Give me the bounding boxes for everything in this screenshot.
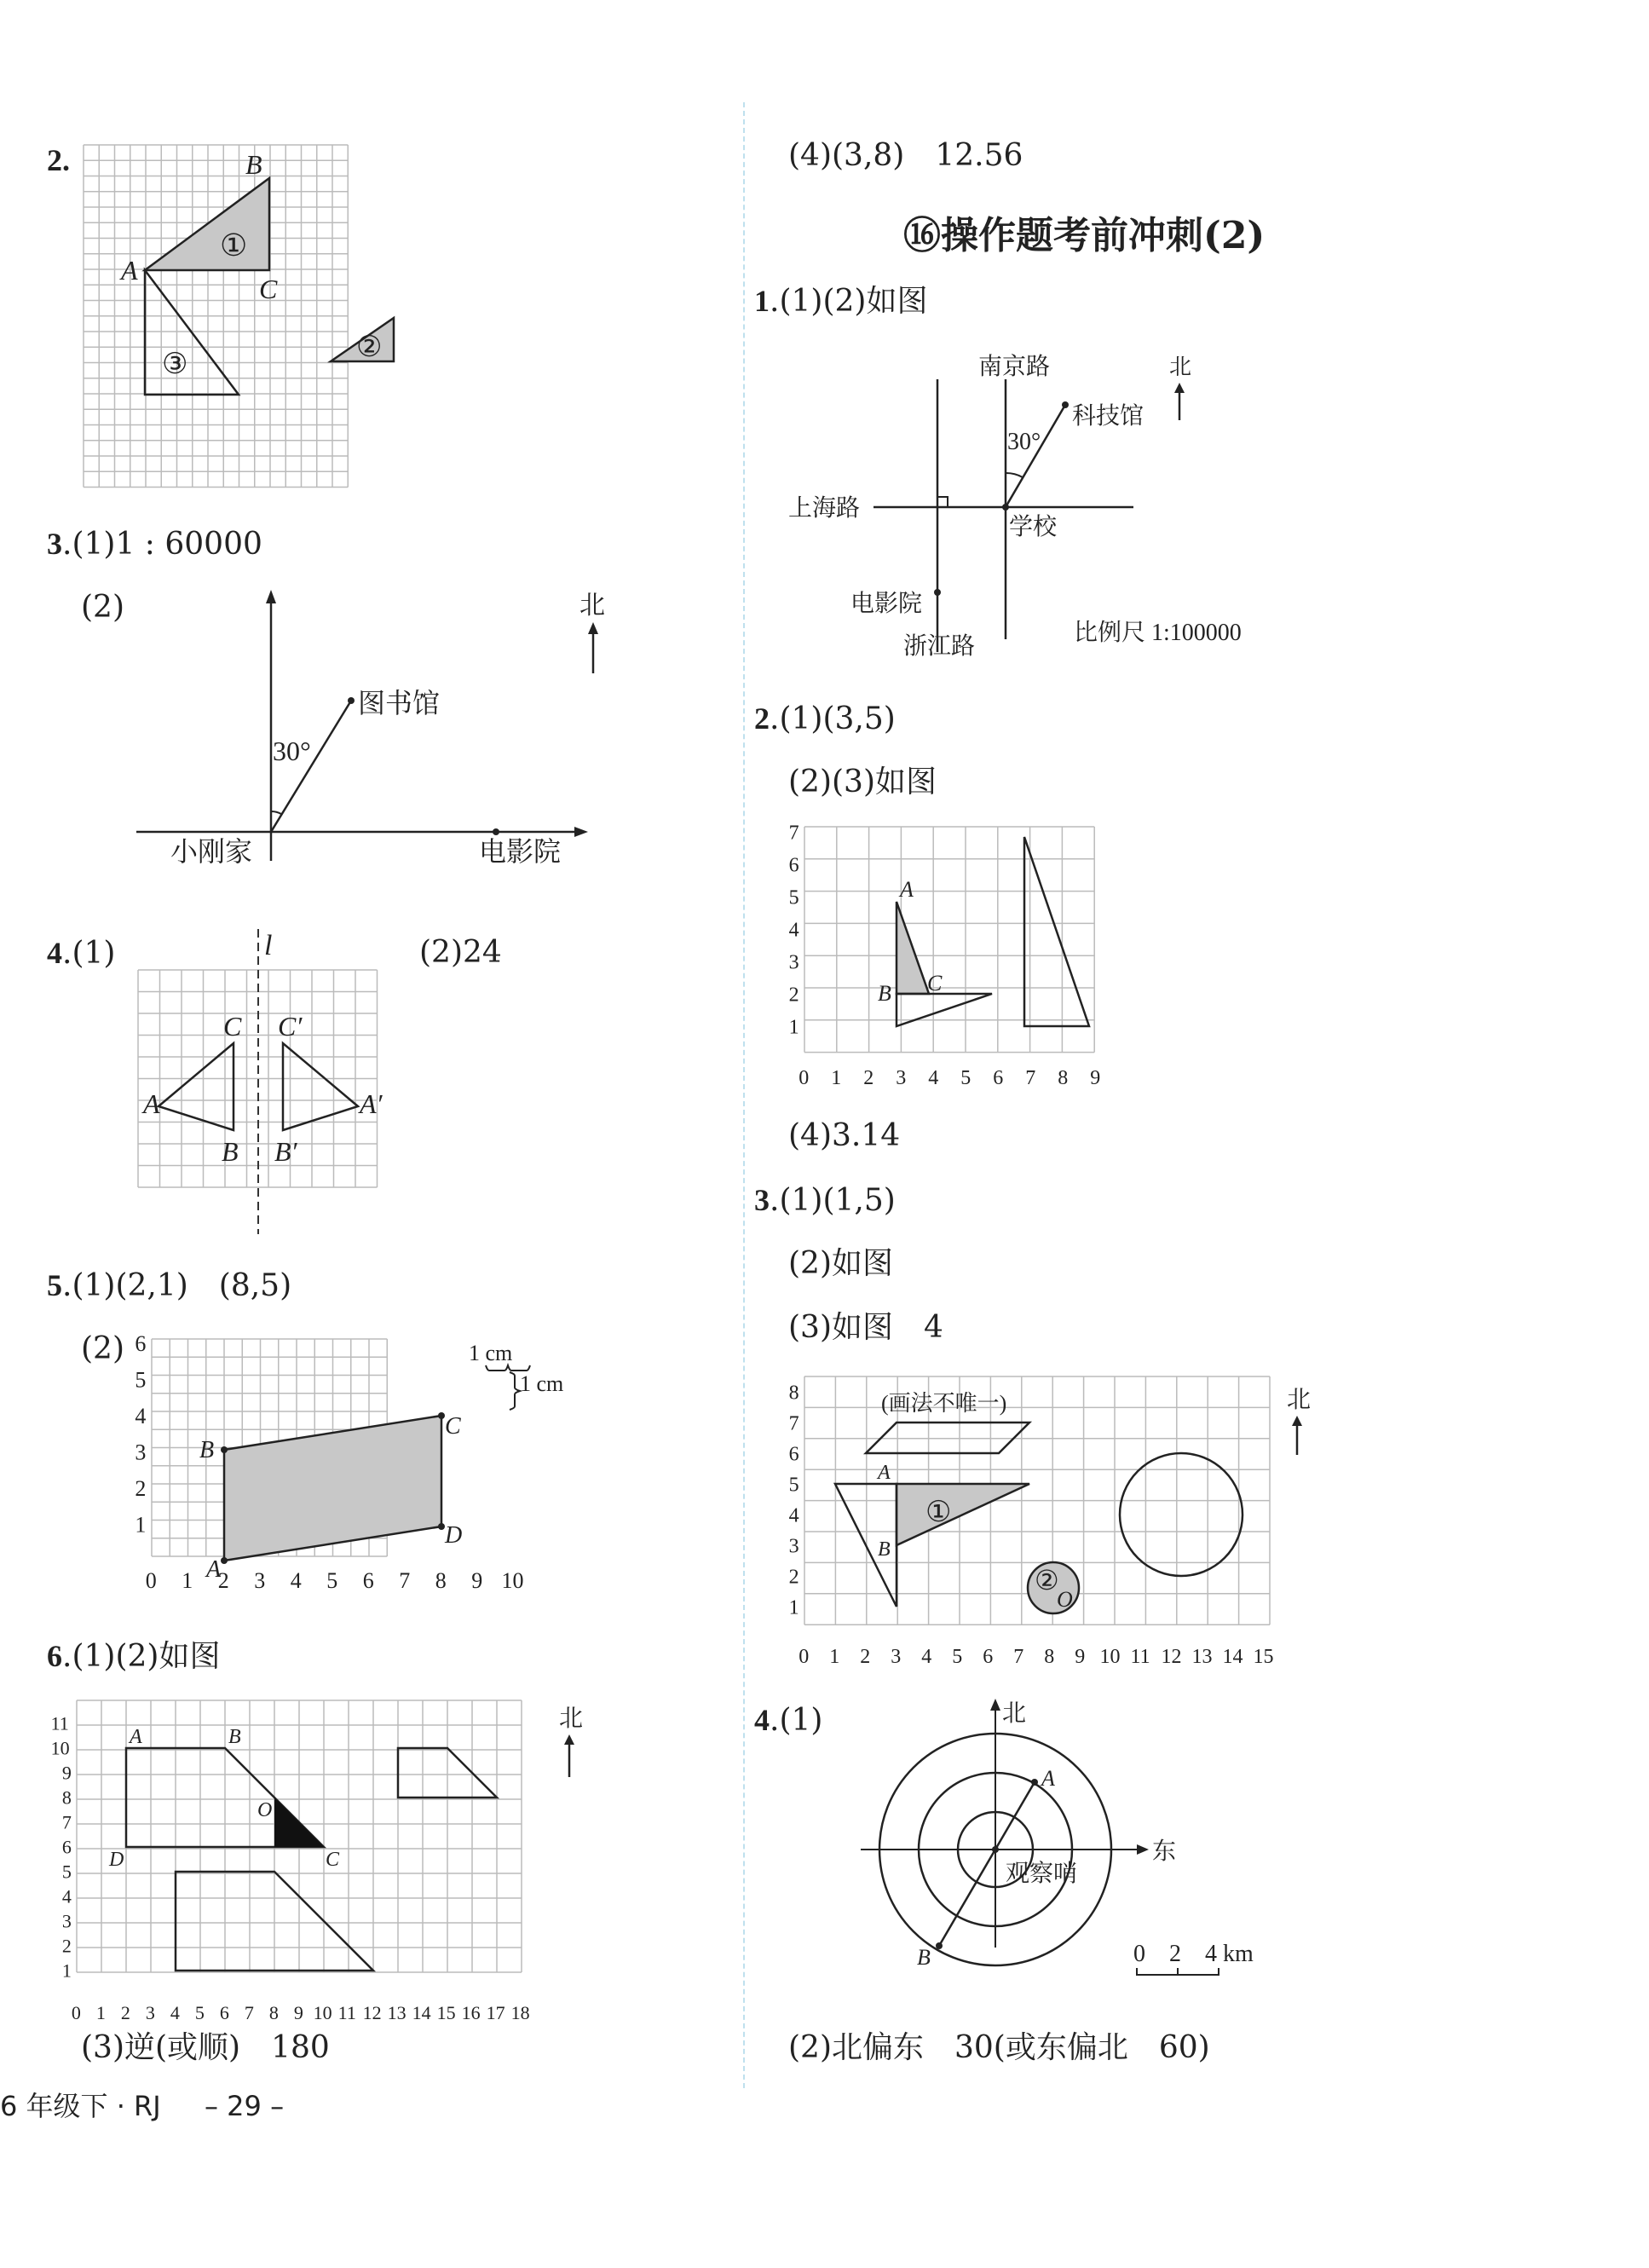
svg-text:南京路: 南京路: [978, 354, 1051, 380]
x-tick-label: 10: [313, 2002, 332, 2023]
svg-text:北: 北: [1169, 355, 1192, 379]
r-q2-part23: (2)(3)如图: [788, 765, 937, 799]
q4-part2: (2)24: [419, 935, 502, 970]
y-tick-label: 6: [788, 1443, 799, 1466]
svg-text:C: C: [326, 1849, 340, 1871]
label-three: ③: [162, 349, 188, 380]
y-tick-label: 4: [788, 1504, 799, 1527]
x-tick-label: 1: [831, 1067, 842, 1089]
y-tick-label: 1: [135, 1512, 147, 1538]
svg-text:A: A: [900, 877, 914, 902]
label-A: A: [121, 255, 138, 286]
svg-text:东: 东: [1152, 1838, 1177, 1865]
label-one: ①: [220, 228, 248, 263]
y-tick-label: 11: [50, 1712, 69, 1734]
x-tick-label: 4: [921, 1646, 932, 1668]
axis-label-l: l: [264, 930, 273, 961]
y-tick-label: 5: [788, 1474, 799, 1497]
x-tick-label: 5: [326, 1568, 338, 1593]
x-tick-label: 2: [860, 1646, 871, 1668]
q5-part1: 5.(1)(2,1) (8,5): [47, 1268, 292, 1303]
svg-text:B: B: [222, 1136, 239, 1167]
x-tick-label: 8: [1044, 1646, 1055, 1668]
x-tick-label: 4: [928, 1067, 939, 1089]
x-tick-label: 4: [290, 1568, 302, 1593]
svg-text:O: O: [1057, 1587, 1073, 1612]
r-q2-part1: 2.(1)(3,5): [754, 701, 896, 736]
y-tick-label: 5: [135, 1367, 147, 1393]
large-circle: [1120, 1453, 1243, 1576]
x-tick-label: 2: [120, 2002, 130, 2023]
x-tick-label: 5: [194, 2002, 205, 2023]
y-tick-label: 9: [61, 1762, 72, 1784]
x-tick-label: 6: [362, 1568, 374, 1593]
x-tick-label: 6: [983, 1646, 994, 1668]
svg-text:D: D: [445, 1522, 463, 1549]
home-label: 小刚家: [170, 836, 253, 867]
y-tick-label: 7: [788, 822, 799, 845]
library-label: 图书馆: [358, 688, 441, 718]
x-tick-label: 3: [145, 2002, 155, 2023]
x-tick-label: 11: [1130, 1646, 1150, 1668]
column-divider: [743, 102, 745, 2088]
x-tick-label: 12: [362, 2002, 382, 2023]
svg-text:B: B: [917, 1945, 931, 1970]
x-tick-label: 8: [268, 2002, 279, 2023]
y-tick-label: 6: [61, 1836, 72, 1858]
y-tick-label: 10: [50, 1737, 70, 1759]
x-tick-label: 7: [1013, 1646, 1024, 1668]
svg-text:B: B: [878, 981, 891, 1006]
y-tick-label: 6: [788, 854, 799, 877]
shaded-triangle: [897, 902, 929, 994]
x-tick-label: 8: [1058, 1067, 1069, 1089]
x-tick-label: 3: [891, 1646, 902, 1668]
svg-text:②: ②: [1035, 1565, 1059, 1596]
parallelogram: [866, 1423, 1029, 1453]
q6-part3: (3)逆(或顺) 180: [81, 2030, 330, 2065]
y-tick-label: 3: [788, 1535, 799, 1558]
y-tick-label: 4: [135, 1404, 147, 1429]
x-tick-label: 3: [896, 1067, 907, 1089]
svg-text:C: C: [223, 1011, 242, 1042]
x-tick-label: 9: [1075, 1646, 1086, 1668]
svg-text:B: B: [199, 1437, 215, 1463]
q2-grid-figure: [84, 145, 527, 494]
svg-text:电影院: 电影院: [850, 591, 923, 617]
y-tick-label: 2: [788, 984, 799, 1007]
svg-text:B: B: [878, 1538, 891, 1561]
rotated-triangle: [897, 994, 992, 1026]
x-tick-label: 9: [293, 2002, 303, 2023]
x-tick-label: 2: [863, 1067, 874, 1089]
svg-text:30°: 30°: [1007, 429, 1041, 455]
q5-part2: (2): [81, 1331, 124, 1366]
x-tick-label: 15: [436, 2002, 456, 2023]
q3-part2: (2): [81, 590, 124, 625]
y-tick-label: 4: [61, 1885, 72, 1907]
q5-coordinate-figure: [128, 1330, 605, 1619]
y-tick-label: 1: [788, 1596, 799, 1619]
r-q2-part4: (4)3.14: [788, 1118, 901, 1153]
label-B: B: [245, 149, 262, 180]
x-tick-label: 12: [1161, 1646, 1182, 1668]
svg-text:B′: B′: [274, 1136, 297, 1167]
q6-coordinate-figure: [50, 1700, 605, 2024]
x-tick-label: 6: [219, 2002, 229, 2023]
x-tick-label: 0: [799, 1067, 810, 1089]
y-tick-label: 5: [788, 886, 799, 909]
y-tick-label: 1: [61, 1959, 72, 1982]
north-label: 北: [579, 592, 605, 620]
x-tick-label: 15: [1253, 1646, 1274, 1668]
svg-text:A′: A′: [360, 1088, 383, 1119]
x-tick-label: 5: [960, 1067, 972, 1089]
r-q4-observation-figure: [844, 1692, 1287, 1982]
svg-text:A: A: [143, 1088, 160, 1119]
r-q3-part1: 3.(1)(1,5): [754, 1183, 896, 1218]
r-q1-text: 1.(1)(2)如图: [754, 284, 928, 319]
r-q4-part2: (2)北偏东 30(或东偏北 60): [788, 2030, 1210, 2065]
scale-1cm-x: 1 cm: [469, 1341, 513, 1365]
svg-text:A: A: [206, 1556, 222, 1583]
x-tick-label: 5: [952, 1646, 963, 1668]
x-tick-label: 14: [1222, 1646, 1243, 1668]
q3-part1: 3.(1)1 : 60000: [47, 527, 262, 562]
x-tick-label: 9: [1090, 1067, 1101, 1089]
km-scale-label: 0 2 4 km: [1133, 1941, 1254, 1967]
svg-text:C: C: [927, 971, 943, 995]
x-tick-label: 3: [254, 1568, 266, 1593]
y-tick-label: 8: [788, 1382, 799, 1405]
scale-1cm-y: 1 cm: [520, 1371, 564, 1396]
svg-text:学校: 学校: [1009, 514, 1058, 540]
x-tick-label: 10: [1099, 1646, 1121, 1668]
y-tick-label: 1: [788, 1016, 799, 1039]
y-tick-label: 6: [135, 1331, 147, 1357]
svg-text:A: A: [1041, 1766, 1055, 1791]
y-tick-label: 3: [61, 1910, 72, 1932]
x-tick-label: 1: [829, 1646, 840, 1668]
svg-text:B: B: [228, 1726, 241, 1748]
svg-text:O: O: [257, 1799, 273, 1821]
x-tick-label: 6: [993, 1067, 1004, 1089]
y-tick-label: 2: [788, 1566, 799, 1589]
r-q3-coordinate-figure: [775, 1376, 1321, 1671]
svg-text:浙江路: 浙江路: [903, 633, 976, 660]
svg-text:北: 北: [1287, 1387, 1312, 1413]
x-tick-label: 1: [182, 1568, 193, 1593]
svg-text:D: D: [109, 1849, 124, 1871]
x-tick-label: 7: [399, 1568, 411, 1593]
enlarged-triangle: [1024, 837, 1089, 1026]
x-tick-label: 16: [461, 2002, 481, 2023]
q2-number: 2.: [47, 143, 70, 177]
x-tick-label: 10: [501, 1568, 524, 1593]
shaded-triangle-1: [897, 1484, 1029, 1545]
svg-text:上海路: 上海路: [788, 495, 861, 522]
x-tick-label: 0: [71, 2002, 81, 2023]
svg-text:观察哨: 观察哨: [1006, 1861, 1078, 1887]
y-tick-label: 3: [788, 951, 799, 974]
y-tick-label: 4: [788, 919, 799, 942]
x-tick-label: 0: [799, 1646, 810, 1668]
x-tick-label: 14: [412, 2002, 431, 2023]
r-q1-map: [784, 345, 1364, 669]
y-tick-label: 8: [61, 1786, 72, 1809]
x-tick-label: 7: [1025, 1067, 1036, 1089]
svg-text:C′: C′: [278, 1011, 303, 1042]
section-title: ⑯操作题考前冲刺(2): [903, 214, 1266, 257]
y-tick-label: 5: [61, 1861, 72, 1883]
svg-text:比例尺 1:100000: 比例尺 1:100000: [1074, 620, 1242, 646]
r-q3-part3: (3)如图 4: [788, 1310, 943, 1345]
r-q2-coordinate-figure: [775, 822, 1116, 1091]
x-tick-label: 18: [510, 2002, 530, 2023]
y-tick-label: 3: [135, 1440, 147, 1465]
q3-direction-figure: [128, 588, 605, 878]
y-tick-label: 7: [61, 1811, 72, 1833]
parallelogram-abcd: [224, 1416, 441, 1561]
q4-part1: 4.(1): [47, 936, 116, 971]
footer-page: – 29 –: [205, 2090, 285, 2122]
svg-text:北: 北: [559, 1705, 584, 1732]
x-tick-label: 13: [387, 2002, 406, 2023]
svg-text:北: 北: [1002, 1700, 1027, 1727]
svg-text:A: A: [130, 1726, 142, 1748]
footer-grade: 6 年级下 · RJ: [0, 2090, 161, 2122]
svg-text:①: ①: [925, 1497, 952, 1528]
y-tick-label: 7: [788, 1412, 799, 1435]
svg-text:A: A: [878, 1462, 891, 1484]
angle-label: 30°: [273, 736, 311, 766]
svg-text:科技馆: 科技馆: [1072, 403, 1144, 430]
x-tick-label: 4: [170, 2002, 180, 2023]
x-tick-label: 0: [145, 1568, 157, 1593]
x-tick-label: 11: [337, 2002, 356, 2023]
cinema-label: 电影院: [479, 836, 562, 867]
x-tick-label: 17: [486, 2002, 505, 2023]
label-C: C: [259, 274, 278, 304]
x-tick-label: 1: [95, 2002, 106, 2023]
x-tick-label: 2: [217, 1568, 229, 1593]
r-q4-part1: 4.(1): [754, 1703, 823, 1738]
q6-part1: 6.(1)(2)如图: [47, 1639, 221, 1674]
y-tick-label: 2: [135, 1476, 147, 1502]
x-tick-label: 8: [435, 1568, 447, 1593]
label-two: ②: [356, 332, 383, 363]
r-q3-part2: (2)如图: [788, 1246, 893, 1281]
y-tick-label: 2: [61, 1935, 72, 1957]
r-top-answer: (4)(3,8) 12.56: [788, 138, 1023, 173]
x-tick-label: 7: [244, 2002, 254, 2023]
svg-text:(画法不唯一): (画法不唯一): [881, 1391, 1007, 1416]
q4-symmetry-figure: [128, 929, 401, 1236]
x-tick-label: 13: [1191, 1646, 1213, 1668]
x-tick-label: 9: [471, 1568, 483, 1593]
svg-text:C: C: [445, 1413, 461, 1440]
